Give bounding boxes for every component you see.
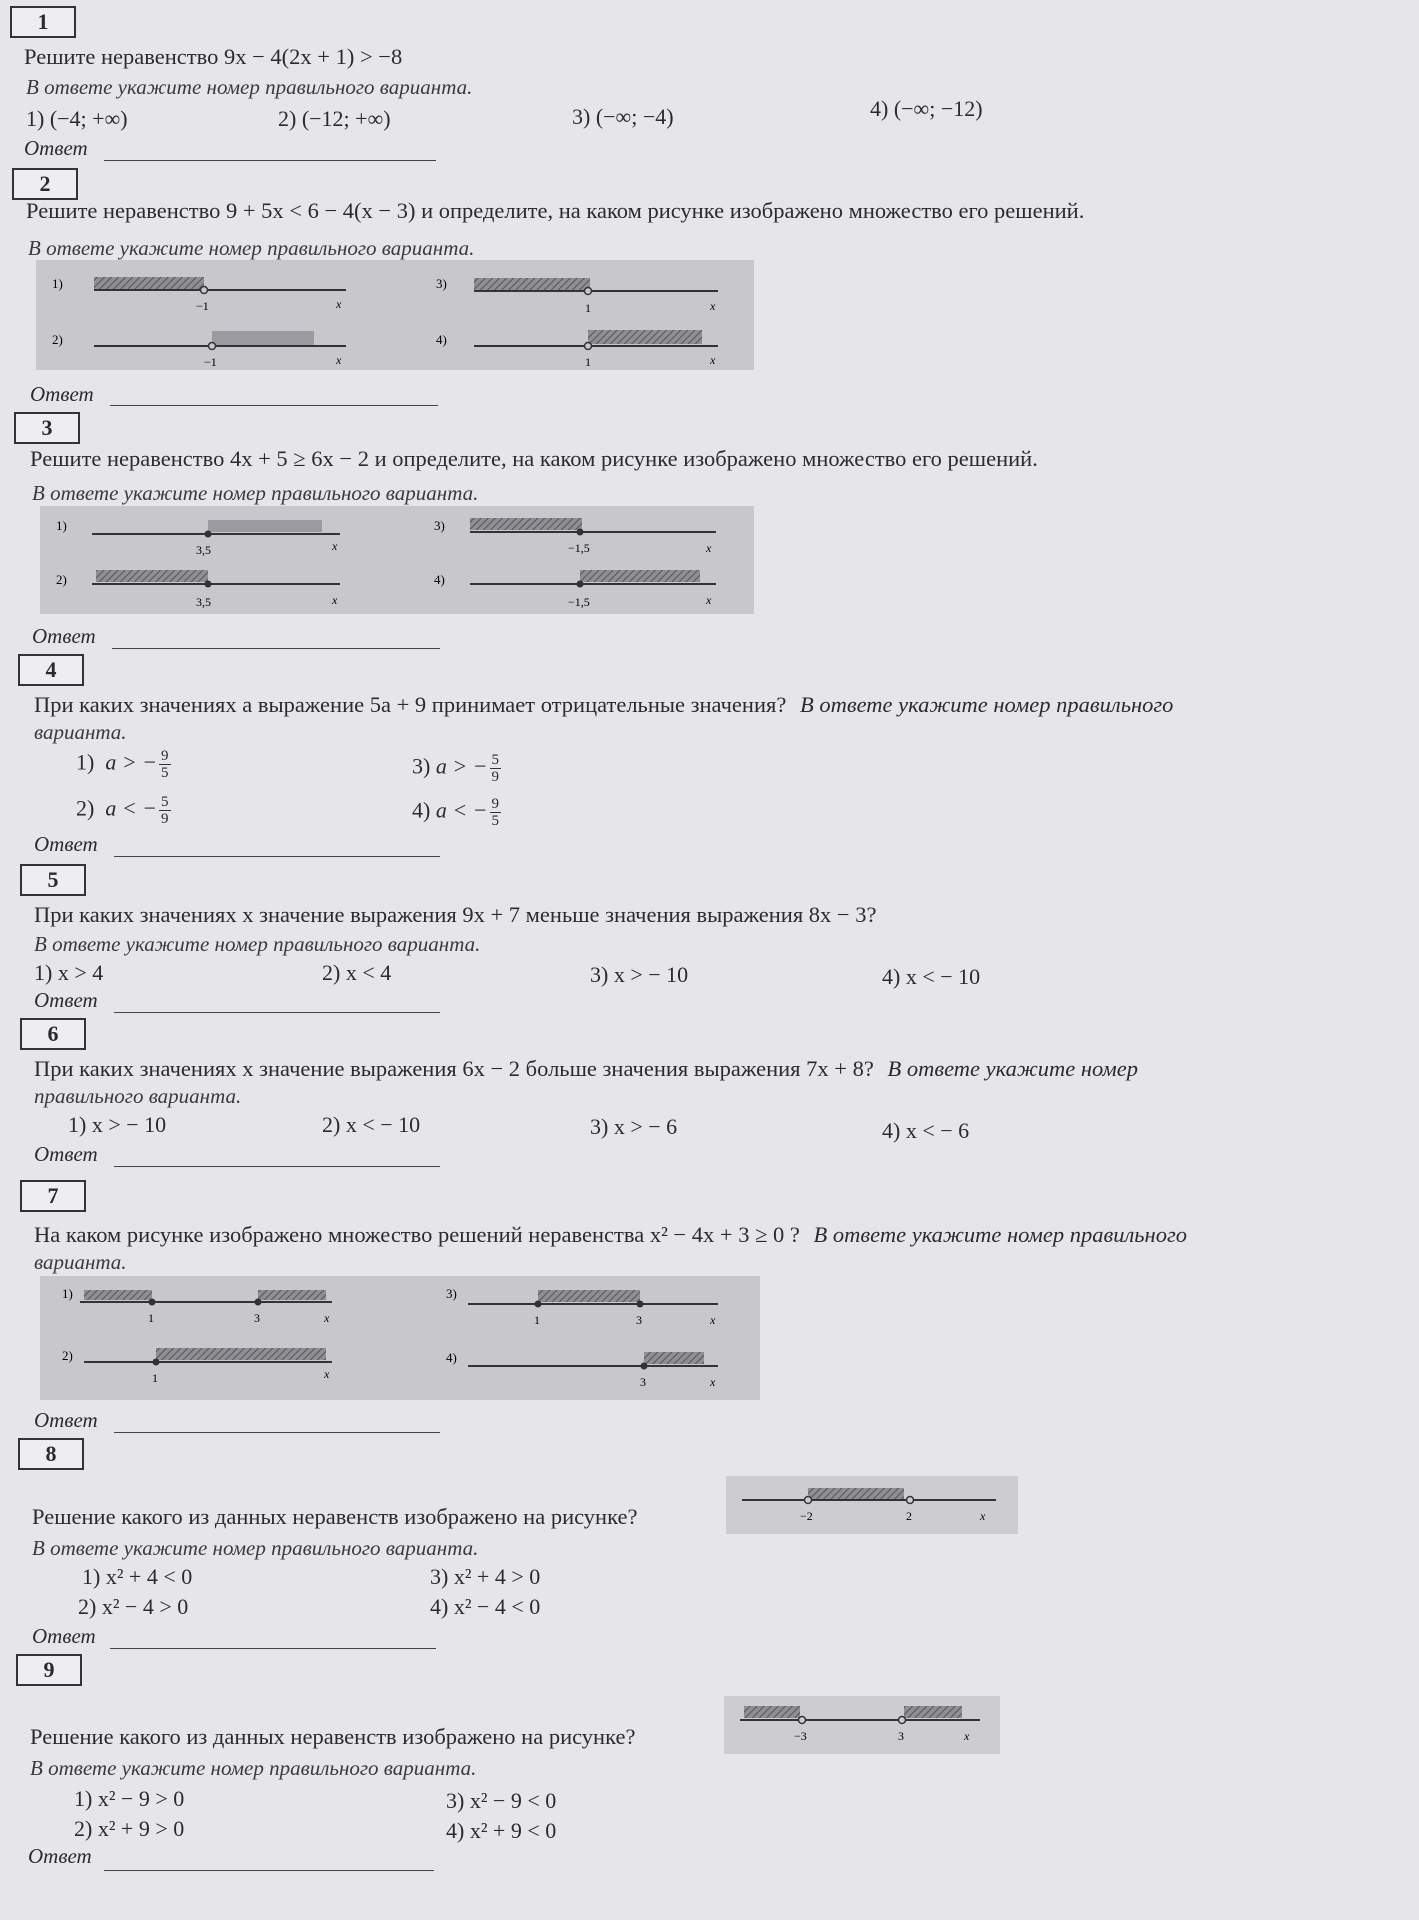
tick-label: 3	[898, 1729, 904, 1743]
task-instruction: В ответе укажите номер правильного варианта.	[28, 236, 475, 260]
answer-label: Ответ	[32, 624, 96, 648]
answer-label: Ответ	[34, 1142, 98, 1166]
option-1: 1) x > − 10	[68, 1112, 167, 1137]
task-number: 2	[12, 168, 78, 200]
tick-label: 3	[640, 1375, 646, 1389]
task-question-line	[34, 1222, 1382, 1248]
option-1: 1) a > − $\frac{9}{5}$	[76, 748, 169, 781]
axis-label: x	[336, 353, 342, 367]
option-4: 4) x² − 4 < 0	[430, 1594, 541, 1619]
tick-label: −1,5	[568, 541, 590, 555]
answer-line[interactable]	[104, 160, 436, 161]
answer-label: Ответ	[30, 382, 94, 406]
task-number: 3	[14, 412, 80, 444]
figure-label: 1)	[62, 1286, 73, 1301]
answer-line[interactable]	[110, 1648, 436, 1649]
axis-label: x	[336, 297, 342, 311]
tick-label: 3,5	[196, 543, 211, 557]
task-question: При каких значениях x значение выражения 6x − 2 больше значения выражения 7x + 8?	[34, 1056, 874, 1081]
option-2: 2) x < 4	[322, 960, 392, 985]
axis-label: x	[964, 1729, 970, 1743]
number-line-figure	[726, 1476, 1018, 1534]
number-line-svg	[40, 506, 754, 614]
tick-label: 1	[585, 301, 591, 315]
answer-line[interactable]	[114, 1166, 440, 1167]
task-number: 5	[20, 864, 86, 896]
task-instruction: В ответе укажите номер правильного варианта.	[32, 481, 479, 505]
task-number: 4	[18, 654, 84, 686]
answer-line[interactable]	[112, 648, 440, 649]
option-3: 3) x² + 4 > 0	[430, 1564, 541, 1589]
answer-line[interactable]	[110, 405, 438, 406]
figure-label: 3)	[446, 1286, 457, 1301]
tick-label: −1,5	[568, 595, 590, 609]
figure-label: 1)	[52, 276, 63, 291]
number-line-svg	[724, 1696, 1000, 1754]
option-1: 1) x² − 9 > 0	[74, 1786, 185, 1811]
option-4: 4) x < − 6	[882, 1118, 970, 1143]
task-question-line	[34, 692, 1386, 718]
option-2: 2) x² − 4 > 0	[78, 1594, 189, 1619]
option-2: 2) (−12; +∞)	[278, 106, 391, 131]
tick-label: −1	[204, 355, 217, 369]
axis-label: x	[706, 593, 712, 607]
task-instruction: варианта.	[34, 1250, 127, 1274]
option-1: 1) x > 4	[34, 960, 104, 985]
tick-label: 1	[585, 355, 591, 369]
option-4: 4) (−∞; −12)	[870, 96, 983, 121]
task-instruction: В ответе укажите номер	[887, 1056, 1139, 1081]
tick-label: 2	[906, 1509, 912, 1523]
answer-label: Ответ	[28, 1844, 92, 1868]
tick-label: −2	[800, 1509, 813, 1523]
axis-label: x	[332, 539, 338, 553]
task-instruction: В ответе укажите номер правильного	[799, 692, 1174, 717]
answer-line[interactable]	[114, 1432, 440, 1433]
figure-label: 1)	[56, 518, 67, 533]
tick-label: 3,5	[196, 595, 211, 609]
option-2: 2) x < − 10	[322, 1112, 421, 1137]
option-3: 3) x > − 6	[590, 1114, 678, 1139]
axis-label: x	[710, 1313, 716, 1327]
task-question: На каком рисунке изображено множество решений неравенства x² − 4x + 3 ≥ 0 ?	[34, 1222, 800, 1247]
task-question: Решите неравенство 4x + 5 ≥ 6x − 2 и определите, на каком рисунке изображено множество его решений.	[30, 446, 1038, 471]
number-line-figure	[40, 1276, 760, 1400]
task-question: Решите неравенство 9x − 4(2x + 1) > −8	[24, 44, 403, 69]
option-4: 4) x < − 10	[882, 964, 981, 989]
task-question: При каких значениях a выражение 5a + 9 принимает отрицательные значения?	[34, 692, 787, 717]
task-instruction: варианта.	[34, 720, 127, 744]
tick-label: 3	[254, 1311, 260, 1325]
axis-label: x	[710, 353, 716, 367]
axis-label: x	[710, 299, 716, 313]
figure-label: 4)	[436, 332, 447, 347]
axis-label: x	[324, 1311, 330, 1325]
task-number: 7	[20, 1180, 86, 1212]
number-line-svg	[36, 260, 754, 370]
task-number: 1	[10, 6, 76, 38]
figure-label: 3)	[434, 518, 445, 533]
option-3: 3) a > − $\frac{5}{9}$	[412, 752, 500, 785]
task-instruction: правильного варианта.	[34, 1084, 242, 1108]
number-line-figure	[40, 506, 754, 614]
number-line-svg	[40, 1276, 760, 1400]
tick-label: 1	[534, 1313, 540, 1327]
task-question: Решение какого из данных неравенств изображено на рисунке?	[30, 1724, 636, 1749]
option-3: 3) x² − 9 < 0	[446, 1788, 557, 1813]
figure-label: 3)	[436, 276, 447, 291]
task-instruction: В ответе укажите номер правильного	[813, 1222, 1187, 1247]
tick-label: 3	[636, 1313, 642, 1327]
answer-label: Ответ	[34, 1408, 98, 1432]
answer-label: Ответ	[24, 136, 88, 160]
answer-label: Ответ	[34, 832, 98, 856]
axis-label: x	[710, 1375, 716, 1389]
figure-label: 4)	[434, 572, 445, 587]
number-line-figure	[36, 260, 754, 370]
option-2: 2) a < − $\frac{5}{9}$	[76, 794, 169, 827]
task-instruction: В ответе укажите номер правильного варианта.	[34, 932, 481, 956]
answer-line[interactable]	[114, 1012, 440, 1013]
figure-label: 4)	[446, 1350, 457, 1365]
number-line-figure	[724, 1696, 1000, 1754]
figure-label: 2)	[52, 332, 63, 347]
option-3: 3) x > − 10	[590, 962, 689, 987]
tick-label: −3	[794, 1729, 807, 1743]
axis-label: x	[980, 1509, 986, 1523]
axis-label: x	[706, 541, 712, 555]
task-number: 6	[20, 1018, 86, 1050]
task-question: Решение какого из данных неравенств изображено на рисунке?	[32, 1504, 638, 1529]
task-question: При каких значениях x значение выражения 9x + 7 меньше значения выражения 8x − 3?	[34, 902, 877, 927]
task-number: 8	[18, 1438, 84, 1470]
tick-label: 1	[152, 1371, 158, 1385]
answer-line[interactable]	[104, 1870, 434, 1871]
option-4: 4) x² + 9 < 0	[446, 1818, 557, 1843]
figure-label: 2)	[62, 1348, 73, 1363]
option-1: 1) x² + 4 < 0	[82, 1564, 193, 1589]
option-1: 1) (−4; +∞)	[26, 106, 128, 131]
axis-label: x	[332, 593, 338, 607]
axis-label: x	[324, 1367, 330, 1381]
tick-label: −1	[196, 299, 209, 313]
task-instruction: В ответе укажите номер правильного варианта.	[32, 1536, 479, 1560]
option-4: 4) a < − $\frac{9}{5}$	[412, 796, 500, 829]
number-line-svg	[726, 1476, 1018, 1534]
task-instruction: В ответе укажите номер правильного варианта.	[30, 1756, 477, 1780]
task-instruction: В ответе укажите номер правильного варианта.	[26, 75, 473, 99]
option-2: 2) x² + 9 > 0	[74, 1816, 185, 1841]
option-3: 3) (−∞; −4)	[572, 104, 674, 129]
figure-label: 2)	[56, 572, 67, 587]
task-question: Решите неравенство 9 + 5x < 6 − 4(x − 3) и определите, на каком рисунке изображено множество его решений.	[26, 198, 1085, 223]
task-question-line	[34, 1056, 1382, 1082]
answer-label: Ответ	[34, 988, 98, 1012]
task-number: 9	[16, 1654, 82, 1686]
answer-label: Ответ	[32, 1624, 96, 1648]
answer-line[interactable]	[114, 856, 440, 857]
tick-label: 1	[148, 1311, 154, 1325]
